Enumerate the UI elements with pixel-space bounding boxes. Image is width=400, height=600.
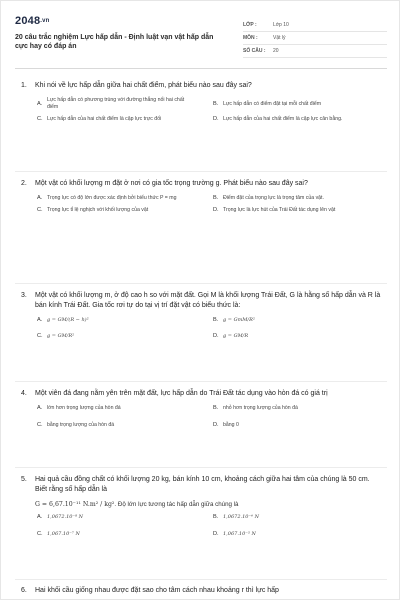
option-a[interactable] — [37, 514, 205, 521]
options-list — [37, 405, 381, 429]
meta-grade — [243, 19, 387, 32]
option-text: Lực hấp dẫn của hai chất điểm là cặp lực trực đối — [47, 116, 162, 122]
option-formula: g = GM/R² — [47, 333, 75, 339]
question-4 — [21, 389, 381, 429]
question-text: Hai quả cầu đồng chất có khối lượng 20 kg, bán kính 10 cm, khoảng cách giữa hai tâm của chúng là 50 cm. Biết rằng số hấp dẫn là — [35, 476, 370, 493]
options-list — [37, 514, 381, 538]
options-list — [37, 195, 381, 214]
option-formula: g = GM/R — [223, 333, 249, 339]
option-c[interactable] — [37, 333, 205, 340]
question-separator — [15, 283, 387, 284]
option-text: Lực hấp dẫn của hai chất điểm là cặp lực cân bằng. — [223, 116, 343, 122]
question-number: 4. — [21, 390, 27, 397]
options-list — [37, 97, 381, 123]
option-text: nhỏ hơn trọng lượng của hòn đá — [223, 405, 298, 411]
option-text: bằng trọng lượng của hòn đá — [47, 422, 115, 428]
option-b[interactable] — [213, 317, 381, 324]
option-b[interactable] — [213, 195, 381, 202]
option-label: A. — [37, 195, 43, 201]
question-constant — [35, 501, 381, 508]
question-stem — [21, 81, 381, 91]
meta-count — [243, 45, 387, 58]
meta-key: MÔN : — [243, 35, 258, 41]
option-text: Trọng lực tỉ lệ nghịch với khối lượng của vật — [47, 207, 149, 213]
logo-suffix: .vn — [40, 18, 50, 25]
option-text: Trọng lực là lực hút của Trái Đất tác dụng lên vật — [223, 207, 336, 213]
question-separator — [15, 171, 387, 172]
question-6 — [21, 586, 381, 596]
meta-value: 20 — [273, 48, 279, 54]
option-text: lớn hơn trọng lượng của hòn đá — [47, 405, 121, 411]
option-a[interactable] — [37, 97, 205, 111]
question-stem — [21, 179, 381, 189]
option-a[interactable] — [37, 405, 205, 412]
option-text: Lực hấp dẫn có điểm đặt tại mỗi chất điểm — [223, 100, 322, 107]
option-label: A. — [37, 514, 43, 520]
logo-text: 2048 — [15, 15, 41, 27]
option-label: A. — [37, 100, 43, 107]
option-formula: 1,0672.10⁻⁶ N — [223, 514, 260, 520]
meta-value: Vật lý — [273, 35, 286, 41]
option-b[interactable] — [213, 97, 381, 111]
option-label: C. — [37, 422, 43, 428]
option-label: D. — [213, 422, 219, 428]
option-d[interactable] — [213, 333, 381, 340]
document-meta — [243, 19, 387, 58]
option-label: A. — [37, 317, 43, 323]
option-formula: 1,067.10⁻⁷ N — [47, 531, 80, 537]
meta-value: Lớp 10 — [273, 22, 289, 28]
question-number: 2. — [21, 180, 27, 187]
option-formula: g = GM/(R − h)² — [47, 317, 89, 323]
document-header — [15, 11, 387, 63]
option-label: D. — [213, 116, 219, 122]
question-5 — [21, 475, 381, 538]
option-c[interactable] — [37, 207, 205, 214]
question-number: 1. — [21, 82, 27, 89]
option-text: Điểm đặt của trọng lực là trọng tâm của vật. — [223, 195, 324, 201]
option-d[interactable] — [213, 116, 381, 123]
option-formula: 1,067.10⁻⁵ N — [223, 531, 256, 537]
option-text: Lực hấp dẫn có phương trùng với đường thẳng nối hai chất điểm — [47, 97, 185, 110]
site-logo[interactable] — [15, 15, 50, 27]
option-label: B. — [213, 195, 219, 201]
option-b[interactable] — [213, 514, 381, 521]
option-label: B. — [213, 100, 219, 107]
option-label: C. — [37, 531, 43, 537]
option-d[interactable] — [213, 207, 381, 214]
option-d[interactable] — [213, 422, 381, 429]
option-text: bằng 0 — [223, 422, 239, 428]
question-number: 6. — [21, 587, 27, 594]
option-b[interactable] — [213, 405, 381, 412]
question-text: Một vật có khối lượng m, ở độ cao h so với mặt đất. Gọi M là khối lượng Trái Đất, G là hằng số hấp dẫn và R là bán kính Trái Đất. Gia tốc rơi tự do tại vị trí đặt vật có biểu thức là: — [35, 292, 381, 309]
question-stem — [21, 586, 381, 596]
meta-subject — [243, 32, 387, 45]
option-text: Trọng lực có độ lớn được xác định bởi biểu thức P = mg — [47, 195, 177, 201]
option-label: B. — [213, 317, 219, 323]
option-label: A. — [37, 405, 43, 411]
option-a[interactable] — [37, 195, 205, 202]
option-label: C. — [37, 116, 43, 122]
question-text: Một viên đá đang nằm yên trên mặt đất, lực hấp dẫn do Trái Đất tác dụng vào hòn đá có giá trị — [35, 390, 328, 397]
question-text: Một vật có khối lượng m đặt ở nơi có gia tốc trọng trường g. Phát biểu nào sau đây sai? — [35, 180, 308, 187]
meta-key: SỐ CÂU : — [243, 48, 266, 54]
option-label: D. — [213, 531, 219, 537]
question-number: 5. — [21, 476, 27, 483]
question-2 — [21, 179, 381, 214]
header-divider — [15, 68, 387, 69]
question-stem — [21, 291, 381, 311]
options-list — [37, 317, 381, 340]
option-a[interactable] — [37, 317, 205, 324]
option-label: D. — [213, 333, 219, 339]
question-separator — [15, 381, 387, 382]
question-separator — [15, 467, 387, 468]
question-text: Hai khối cầu giống nhau được đặt sao cho tâm cách nhau khoảng r thì lực hấp — [35, 587, 279, 594]
option-label: B. — [213, 514, 219, 520]
meta-key: LỚP : — [243, 22, 257, 28]
question-number: 3. — [21, 292, 27, 299]
option-label: B. — [213, 405, 219, 411]
question-1 — [21, 81, 381, 123]
option-c[interactable] — [37, 422, 205, 429]
question-text: Khi nói về lực hấp dẫn giữa hai chất điểm, phát biểu nào sau đây sai? — [35, 82, 252, 89]
question-separator — [15, 579, 387, 580]
question-continuation: . Độ lớn lực tương tác hấp dẫn giữa chúng là — [114, 501, 239, 508]
gravitational-constant-formula: G = 6,67.10⁻¹¹ N.m² / kg² — [35, 501, 115, 508]
option-formula: g = GmM/R² — [223, 317, 255, 323]
option-c[interactable] — [37, 531, 205, 538]
document-title: 20 câu trắc nghiệm Lực hấp dẫn - Định luật vạn vật hấp dẫn cực hay có đáp án — [15, 34, 214, 50]
option-label: D. — [213, 207, 219, 213]
question-stem — [21, 475, 381, 495]
option-formula: 1,0672.10⁻⁸ N — [47, 514, 84, 520]
option-label: C. — [37, 207, 43, 213]
question-3 — [21, 291, 381, 340]
option-label: C. — [37, 333, 43, 339]
question-stem — [21, 389, 381, 399]
option-c[interactable] — [37, 116, 205, 123]
option-d[interactable] — [213, 531, 381, 538]
